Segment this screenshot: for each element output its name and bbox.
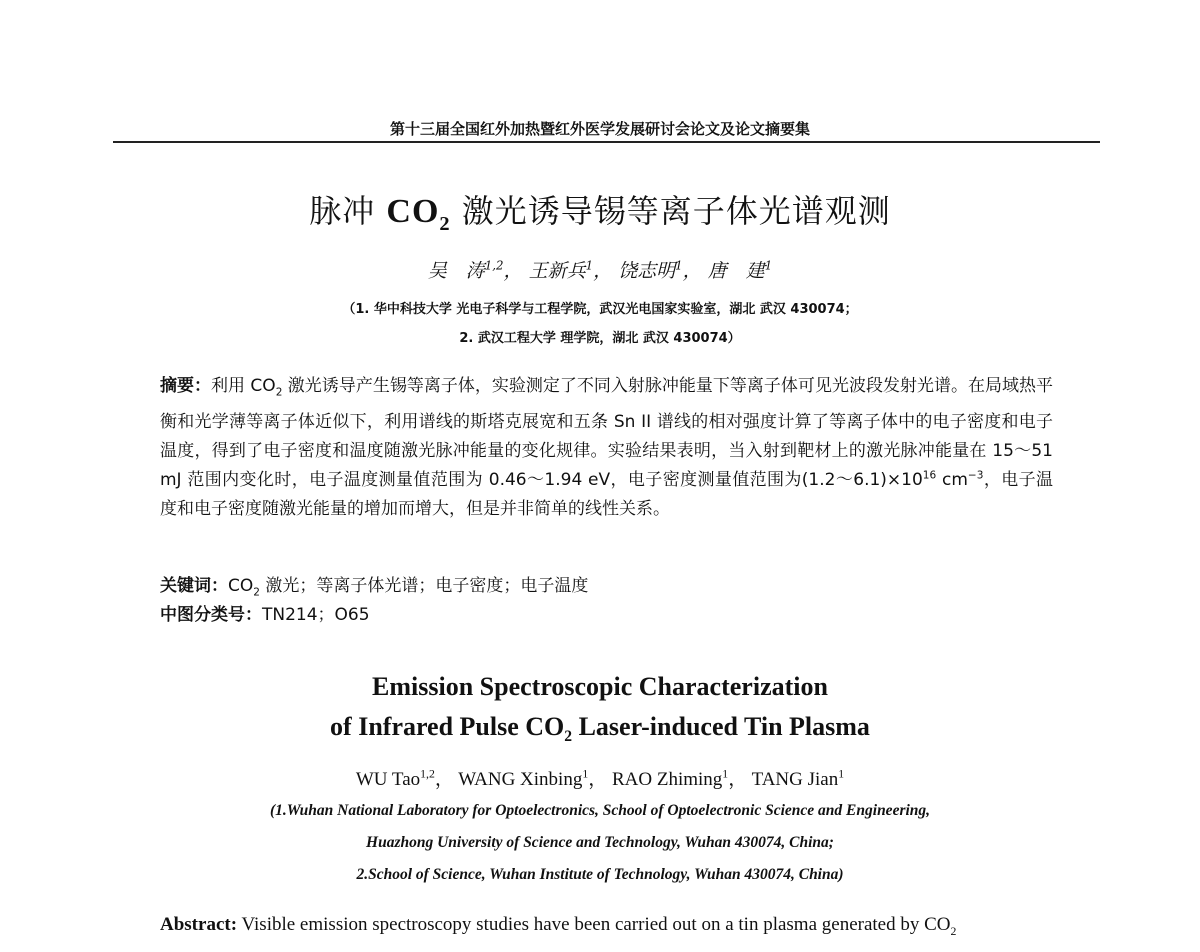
chinese-title	[0, 186, 1200, 236]
en-affiliation-2: Huazhong University of Science and Technology, Wuhan 430074, China;	[366, 834, 834, 851]
keywords-text: CO	[228, 576, 254, 596]
cn-title-co2-main: CO	[386, 193, 440, 230]
clc-label: 中图分类号：	[160, 605, 262, 625]
en-title-text: of Infrared Pulse CO	[330, 712, 565, 741]
chinese-keywords	[160, 571, 588, 598]
chinese-authors	[0, 256, 1200, 283]
cn-title-co2-sub: 2	[439, 212, 451, 235]
cn-abstract-sup: 16	[922, 469, 937, 482]
en-author-sup: 1	[838, 767, 845, 781]
cn-title-prefix: 脉冲	[309, 192, 387, 230]
en-abstract-sub: 2	[950, 924, 957, 938]
english-abstract	[160, 911, 1065, 946]
cn-abstract-sup: −3	[967, 469, 984, 482]
cn-abstract-text: ，电子温度和电子密度随激光能量的增加而增大，但是并非简单的线性关系。	[160, 470, 1053, 520]
cn-title-co2	[386, 193, 451, 235]
en-author-sup: 1,2	[420, 767, 435, 781]
english-title-line-1: Emission Spectroscopic Characterization	[372, 672, 828, 701]
cn-author-sup: 1,2	[484, 258, 504, 273]
cn-affiliation-2: 2. 武汉工程大学 理学院，湖北 武汉 430074）	[459, 331, 741, 346]
keywords-text: 激光；等离子体光谱；电子密度；电子温度	[259, 576, 589, 596]
en-abstract-text: Visible emission spectroscopy studies have been carried out on a tin plasma generated by CO	[237, 914, 951, 935]
en-author-sup: 1	[582, 767, 589, 781]
cn-abstract-label: 摘要：	[160, 376, 212, 396]
cn-abstract-text: cm	[936, 470, 968, 490]
clc-value: TN214；O65	[262, 605, 370, 625]
en-title-text: Laser-induced Tin Plasma	[572, 712, 870, 741]
cn-affiliation-1: （1. 华中科技大学 光电子科学与工程学院，武汉光电国家实验室，湖北 武汉 430074；	[342, 302, 858, 317]
cn-author-name: 饶志明	[618, 260, 676, 282]
header-rule	[113, 141, 1100, 143]
cn-author-sup: 1	[675, 258, 683, 273]
en-abstract-label: Abstract:	[160, 914, 238, 935]
en-author-name: TANG Jian	[751, 769, 839, 790]
en-author-name: WU Tao	[355, 769, 421, 790]
cn-author-sep: ，	[593, 260, 613, 282]
en-author-sep: ，	[588, 769, 608, 790]
en-author-name: WANG Xinbing	[458, 769, 583, 790]
cn-abstract-sub: 2	[275, 386, 283, 399]
chinese-abstract	[160, 372, 1053, 524]
en-affiliation-1: (1.Wuhan National Laboratory for Optoelectronics, School of Optoelectronic Science and Engineering,	[269, 802, 931, 819]
cn-abstract-text: 利用 CO	[211, 376, 276, 396]
cn-author-name: 吴 涛	[427, 260, 485, 282]
cn-author-sup: 1	[585, 258, 594, 273]
cn-author-name: 王新兵	[528, 260, 586, 282]
keywords-label: 关键词：	[160, 576, 228, 596]
en-author-sup: 1	[722, 767, 729, 781]
english-authors	[0, 764, 1200, 791]
en-author-sep: ，	[434, 769, 454, 790]
cn-author-sep: ，	[682, 260, 702, 282]
en-author-name: RAO Zhiming	[611, 769, 723, 790]
chinese-classification	[160, 600, 370, 625]
keywords-sub: 2	[253, 586, 260, 599]
en-affiliation-3: 2.School of Science, Wuhan Institute of Technology, Wuhan 430074, China)	[356, 866, 844, 883]
en-title-sub: 2	[564, 728, 573, 746]
cn-author-sup: 1	[764, 258, 773, 273]
cn-author-sep: ，	[503, 260, 523, 282]
running-header: 第十三届全国红外加热暨红外医学发展研讨会论文及论文摘要集	[389, 120, 810, 138]
en-author-sep: ，	[728, 769, 748, 790]
cn-author-name: 唐 建	[707, 260, 765, 282]
cn-title-suffix: 激光诱导锡等离子体光谱观测	[450, 192, 891, 230]
english-title-line-2	[0, 712, 1200, 746]
cn-abstract-text: 激光诱导产生锡等离子体，实验测定了不同入射脉冲能量下等离子体可见光波段发射光谱。在局域热平衡和光学薄等离子体近似下，利用谱线的斯塔克展宽和五条 Sn II 谱线的相对强度计算了等离子体中的电子密度和电子温度，得到了电子密度和温度随激光脉冲能量的变化规律。实验结果表明，当入射到靶材上的激光脉冲能量在 15～51 mJ 范围内变化时，电子温度测量值范围为 0.46～1.94 eV，电子密度测量值范围为(1.2～6.1)×10	[160, 376, 1053, 490]
